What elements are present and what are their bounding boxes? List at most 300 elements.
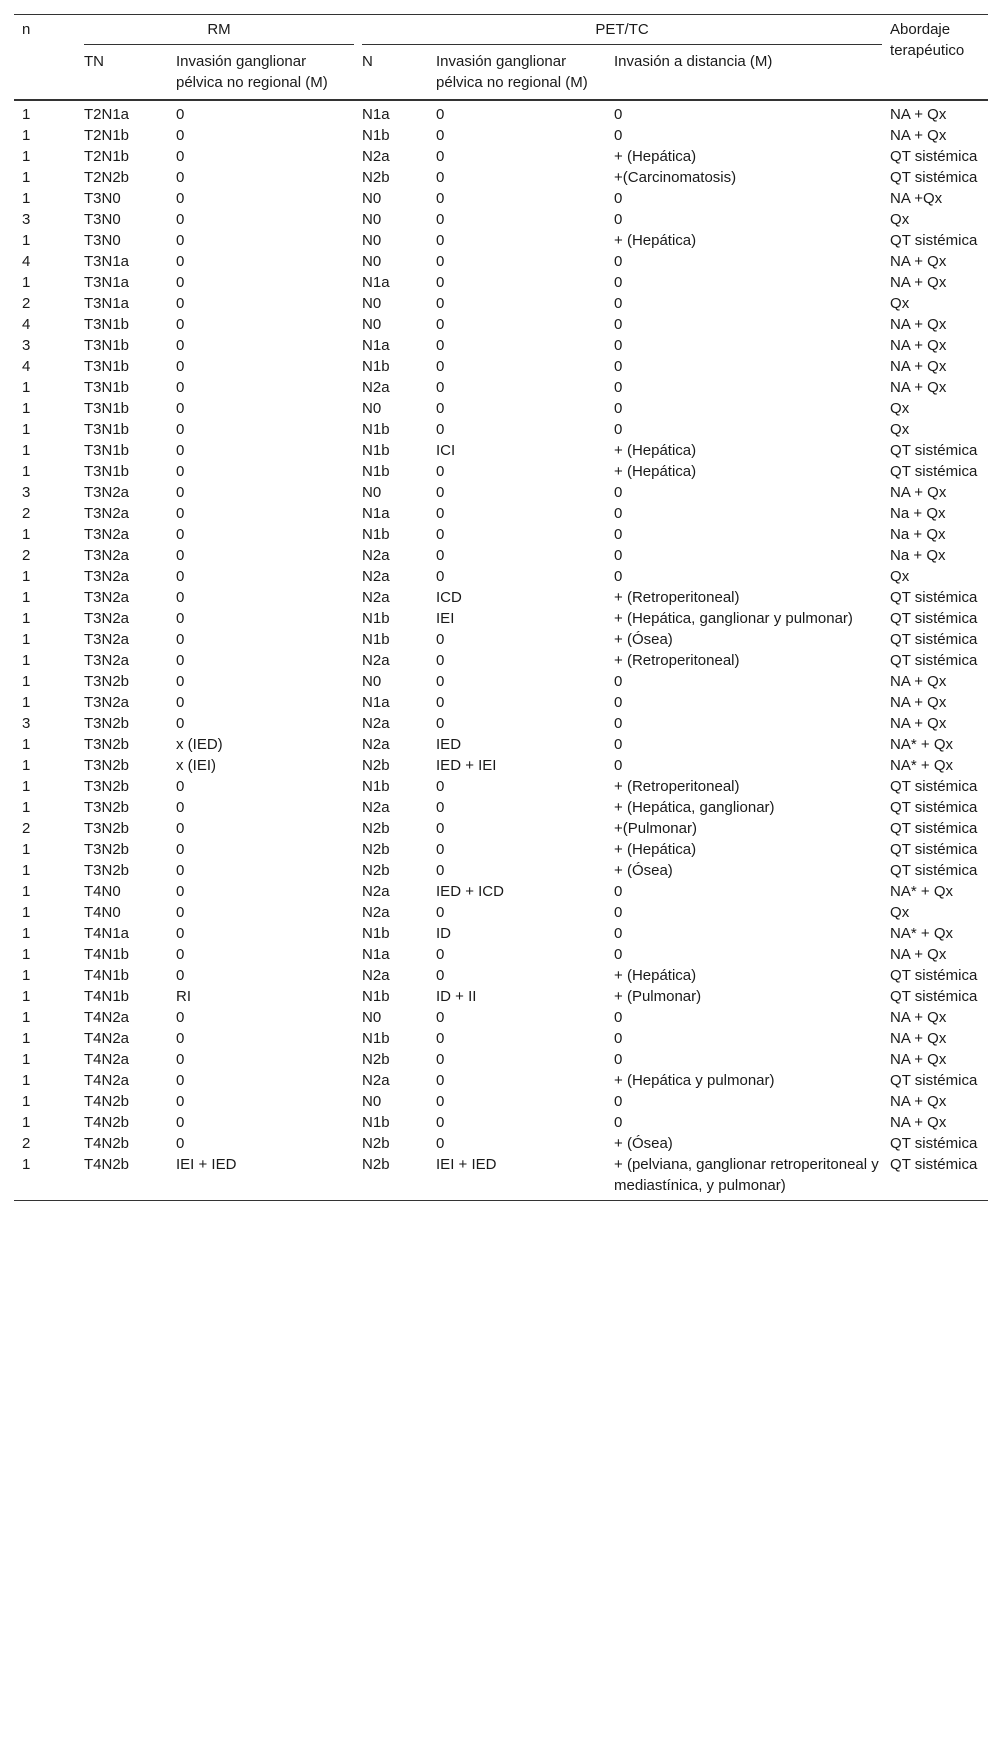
cell-n-stage: N2a	[362, 883, 390, 900]
cell-pet-invasion: 0	[436, 694, 445, 711]
cell-distancia: + (Hepática)	[614, 442, 697, 459]
cell-tn: T4N2b	[84, 1156, 130, 1173]
cell-n: 1	[22, 1030, 31, 1047]
cell-n-stage: N2a	[362, 568, 390, 585]
cell-distancia: + (Hepática, ganglionar y pulmonar)	[614, 610, 853, 627]
cell-rm-invasion: 0	[176, 526, 185, 543]
cell-distancia: + (Retroperitoneal)	[614, 652, 740, 669]
cell-n: 1	[22, 190, 31, 207]
cell-n-stage: N0	[362, 673, 382, 690]
cell-abordaje: QT sistémica	[890, 169, 978, 186]
table-row	[14, 797, 988, 818]
cell-n: 1	[22, 463, 31, 480]
header-pet-invasion: Invasión ganglionar pélvica no regional (M)	[436, 53, 588, 91]
cell-rm-invasion: 0	[176, 106, 185, 123]
cell-n-stage: N2a	[362, 547, 390, 564]
cell-n-stage: N2a	[362, 715, 390, 732]
cell-distancia: 0	[614, 1114, 623, 1131]
cell-tn: T3N0	[84, 211, 121, 228]
cell-n: 1	[22, 568, 31, 585]
table-row	[14, 755, 988, 776]
cell-pet-invasion: 0	[436, 505, 445, 522]
cell-tn: T3N1b	[84, 442, 130, 459]
cell-n: 2	[22, 820, 31, 837]
cell-n-stage: N1b	[362, 1030, 390, 1047]
cell-tn: T2N2b	[84, 169, 130, 186]
cell-n: 1	[22, 1114, 31, 1131]
cell-tn: T4N1b	[84, 967, 130, 984]
cell-pet-invasion: 0	[436, 526, 445, 543]
cell-n: 1	[22, 169, 31, 186]
cell-pet-invasion: 0	[436, 547, 445, 564]
cell-pet-invasion: 0	[436, 1093, 445, 1110]
cell-distancia: + (Ósea)	[614, 1135, 673, 1152]
cell-n-stage: N1a	[362, 694, 390, 711]
cell-abordaje: NA + Qx	[890, 106, 947, 123]
cell-rm-invasion: 0	[176, 484, 185, 501]
cell-pet-invasion: 0	[436, 568, 445, 585]
cell-pet-invasion: 0	[436, 106, 445, 123]
cell-abordaje: Qx	[890, 568, 910, 585]
table-header	[14, 15, 988, 101]
cell-tn: T3N1b	[84, 400, 130, 417]
header-abordaje: Abordaje terapéutico	[890, 21, 965, 59]
cell-pet-invasion: 0	[436, 862, 445, 879]
cell-n: 2	[22, 1135, 31, 1152]
cell-pet-invasion: 0	[436, 400, 445, 417]
cell-pet-invasion: 0	[436, 778, 445, 795]
cell-distancia: + (Hepática)	[614, 841, 697, 858]
cell-rm-invasion: 0	[176, 463, 185, 480]
table-row	[14, 776, 988, 797]
cell-n: 1	[22, 967, 31, 984]
cell-tn: T3N2b	[84, 715, 130, 732]
cell-rm-invasion: 0	[176, 1030, 185, 1047]
cell-n-stage: N1a	[362, 946, 390, 963]
table-row	[14, 272, 988, 293]
table-row	[14, 293, 988, 314]
cell-abordaje: QT sistémica	[890, 631, 978, 648]
cell-abordaje: QT sistémica	[890, 799, 978, 816]
table-row	[14, 881, 988, 902]
table-container	[14, 14, 988, 1201]
cell-tn: T3N0	[84, 232, 121, 249]
table-row	[14, 839, 988, 860]
cell-abordaje: Qx	[890, 904, 910, 921]
table-body	[14, 100, 988, 1201]
cell-n-stage: N0	[362, 295, 382, 312]
cell-pet-invasion: 0	[436, 232, 445, 249]
table-row	[14, 944, 988, 965]
cell-pet-invasion: ICD	[436, 589, 462, 606]
cell-pet-invasion: ID	[436, 925, 452, 942]
cell-abordaje: QT sistémica	[890, 442, 978, 459]
cell-distancia: 0	[614, 547, 623, 564]
cell-abordaje: NA + Qx	[890, 946, 947, 963]
cell-n-stage: N2b	[362, 820, 390, 837]
cell-distancia: 0	[614, 400, 623, 417]
cell-tn: T4N2a	[84, 1051, 130, 1068]
cell-n-stage: N2b	[362, 1135, 390, 1152]
table-row	[14, 545, 988, 566]
cell-abordaje: QT sistémica	[890, 988, 978, 1005]
cell-rm-invasion: 0	[176, 673, 185, 690]
cell-rm-invasion: 0	[176, 421, 185, 438]
cell-pet-invasion: 0	[436, 1114, 445, 1131]
cell-abordaje: NA +Qx	[890, 190, 943, 207]
cell-pet-invasion: IEI + IED	[436, 1156, 497, 1173]
cell-rm-invasion: 0	[176, 568, 185, 585]
cell-rm-invasion: 0	[176, 379, 185, 396]
cell-tn: T3N1b	[84, 463, 130, 480]
cell-n-stage: N1b	[362, 631, 390, 648]
cell-tn: T4N2a	[84, 1030, 130, 1047]
cell-abordaje: QT sistémica	[890, 862, 978, 879]
table-row	[14, 608, 988, 629]
cell-rm-invasion: 0	[176, 925, 185, 942]
cell-n-stage: N0	[362, 232, 382, 249]
cell-abordaje: QT sistémica	[890, 232, 978, 249]
cell-n-stage: N0	[362, 400, 382, 417]
cell-distancia: 0	[614, 715, 623, 732]
cell-pet-invasion: 0	[436, 463, 445, 480]
cell-n-stage: N2b	[362, 169, 390, 186]
cell-pet-invasion: 0	[436, 253, 445, 270]
cell-tn: T4N2b	[84, 1135, 130, 1152]
cell-tn: T3N2b	[84, 757, 130, 774]
table-row	[14, 1154, 988, 1201]
cell-pet-invasion: 0	[436, 841, 445, 858]
cell-tn: T4N2b	[84, 1114, 130, 1131]
cell-abordaje: NA + Qx	[890, 379, 947, 396]
cell-n: 2	[22, 295, 31, 312]
cell-distancia: 0	[614, 421, 623, 438]
cell-rm-invasion: 0	[176, 1072, 185, 1089]
table-row	[14, 356, 988, 377]
cell-distancia: 0	[614, 211, 623, 228]
table-row	[14, 440, 988, 461]
table-row	[14, 1028, 988, 1049]
table-row	[14, 818, 988, 839]
cell-pet-invasion: 0	[436, 274, 445, 291]
table-row	[14, 1133, 988, 1154]
cell-tn: T3N2a	[84, 631, 130, 648]
cell-rm-invasion: 0	[176, 652, 185, 669]
table-row	[14, 461, 988, 482]
cell-n: 1	[22, 610, 31, 627]
cell-pet-invasion: 0	[436, 904, 445, 921]
cell-tn: T3N1b	[84, 337, 130, 354]
cell-abordaje: NA* + Qx	[890, 925, 953, 942]
cell-n: 1	[22, 883, 31, 900]
cell-rm-invasion: 0	[176, 190, 185, 207]
cell-n-stage: N1b	[362, 127, 390, 144]
cell-n: 1	[22, 652, 31, 669]
cell-n: 1	[22, 673, 31, 690]
cell-tn: T3N2b	[84, 862, 130, 879]
cell-n-stage: N0	[362, 316, 382, 333]
cell-distancia: + (Hepática y pulmonar)	[614, 1072, 775, 1089]
cell-pet-invasion: 0	[436, 190, 445, 207]
cell-n-stage: N2b	[362, 841, 390, 858]
table-row	[14, 734, 988, 755]
cell-distancia: 0	[614, 568, 623, 585]
cell-n-stage: N0	[362, 484, 382, 501]
cell-pet-invasion: 0	[436, 652, 445, 669]
cell-rm-invasion: 0	[176, 1135, 185, 1152]
cell-tn: T4N0	[84, 904, 121, 921]
cell-n-stage: N2a	[362, 967, 390, 984]
cell-n: 1	[22, 736, 31, 753]
table-row	[14, 419, 988, 440]
cell-rm-invasion: 0	[176, 1093, 185, 1110]
cell-abordaje: QT sistémica	[890, 589, 978, 606]
cell-tn: T3N2a	[84, 526, 130, 543]
cell-abordaje: Qx	[890, 295, 910, 312]
cell-distancia: 0	[614, 925, 623, 942]
cell-n-stage: N0	[362, 1093, 382, 1110]
cell-n-stage: N1b	[362, 463, 390, 480]
cell-rm-invasion: 0	[176, 337, 185, 354]
table-row	[14, 902, 988, 923]
cell-pet-invasion: 0	[436, 715, 445, 732]
table-row	[14, 566, 988, 587]
cell-n: 1	[22, 925, 31, 942]
cell-distancia: 0	[614, 904, 623, 921]
cell-pet-invasion: IED + IEI	[436, 757, 497, 774]
cell-pet-invasion: 0	[436, 421, 445, 438]
cell-pet-invasion: 0	[436, 127, 445, 144]
cell-n-stage: N1a	[362, 274, 390, 291]
cell-n-stage: N0	[362, 1009, 382, 1026]
cell-n: 4	[22, 358, 31, 375]
table-row	[14, 482, 988, 503]
cell-n: 1	[22, 400, 31, 417]
cell-distancia: + (Hepática, ganglionar)	[614, 799, 775, 816]
cell-abordaje: QT sistémica	[890, 463, 978, 480]
cell-distancia: 0	[614, 883, 623, 900]
cell-rm-invasion: x (IEI)	[176, 757, 216, 774]
cell-tn: T3N2a	[84, 652, 130, 669]
cell-n: 4	[22, 316, 31, 333]
table-row	[14, 965, 988, 986]
cell-abordaje: NA + Qx	[890, 715, 947, 732]
cell-abordaje: Na + Qx	[890, 547, 946, 564]
cell-n-stage: N1b	[362, 925, 390, 942]
cell-n: 1	[22, 1009, 31, 1026]
table-row	[14, 1091, 988, 1112]
cell-n-stage: N2b	[362, 757, 390, 774]
cell-rm-invasion: 0	[176, 841, 185, 858]
cell-abordaje: Qx	[890, 400, 910, 417]
cell-distancia: 0	[614, 526, 623, 543]
cell-pet-invasion: IED	[436, 736, 462, 753]
cell-abordaje: QT sistémica	[890, 820, 978, 837]
cell-rm-invasion: x (IED)	[176, 736, 223, 753]
cell-distancia: + (Retroperitoneal)	[614, 778, 740, 795]
cell-n-stage: N1b	[362, 526, 390, 543]
cell-rm-invasion: 0	[176, 211, 185, 228]
cell-tn: T3N1a	[84, 295, 130, 312]
cell-tn: T3N2a	[84, 610, 130, 627]
cell-pet-invasion: 0	[436, 316, 445, 333]
table-row	[14, 167, 988, 188]
cell-tn: T3N2b	[84, 820, 130, 837]
cell-n-stage: N0	[362, 190, 382, 207]
cell-pet-invasion: 0	[436, 1135, 445, 1152]
cell-distancia: +(Pulmonar)	[614, 820, 697, 837]
cell-n: 1	[22, 778, 31, 795]
cell-distancia: 0	[614, 127, 623, 144]
table-row	[14, 100, 988, 125]
cell-tn: T2N1b	[84, 148, 130, 165]
cell-pet-invasion: 0	[436, 484, 445, 501]
cell-n: 1	[22, 1093, 31, 1110]
cell-tn: T4N2a	[84, 1009, 130, 1026]
cell-n: 3	[22, 211, 31, 228]
cell-tn: T4N1b	[84, 946, 130, 963]
cell-distancia: + (Hepática)	[614, 148, 697, 165]
cell-distancia: 0	[614, 1093, 623, 1110]
cell-abordaje: NA + Qx	[890, 127, 947, 144]
table-row	[14, 188, 988, 209]
cell-tn: T3N2b	[84, 799, 130, 816]
table-row	[14, 335, 988, 356]
table-row	[14, 398, 988, 419]
cell-n-stage: N1b	[362, 778, 390, 795]
cell-tn: T3N2b	[84, 673, 130, 690]
cell-pet-invasion: 0	[436, 946, 445, 963]
table-row	[14, 209, 988, 230]
cell-pet-invasion: ICI	[436, 442, 456, 459]
cell-n-stage: N2a	[362, 379, 390, 396]
cell-tn: T3N2a	[84, 694, 130, 711]
cell-distancia: 0	[614, 337, 623, 354]
cell-n: 1	[22, 421, 31, 438]
cell-rm-invasion: 0	[176, 820, 185, 837]
cell-abordaje: NA* + Qx	[890, 757, 953, 774]
cell-n: 3	[22, 484, 31, 501]
cell-distancia: 0	[614, 694, 623, 711]
cell-abordaje: Na + Qx	[890, 505, 946, 522]
cell-n: 4	[22, 253, 31, 270]
table-row	[14, 314, 988, 335]
cell-distancia: 0	[614, 190, 623, 207]
cell-distancia: 0	[614, 379, 623, 396]
cell-tn: T3N1b	[84, 316, 130, 333]
cell-distancia: + (Pulmonar)	[614, 988, 702, 1005]
cell-rm-invasion: 0	[176, 631, 185, 648]
cell-distancia: 0	[614, 106, 623, 123]
cell-n-stage: N1b	[362, 358, 390, 375]
cell-n: 1	[22, 148, 31, 165]
cell-n: 2	[22, 505, 31, 522]
cell-pet-invasion: 0	[436, 1051, 445, 1068]
cell-n-stage: N0	[362, 253, 382, 270]
cell-n-stage: N2a	[362, 799, 390, 816]
cell-abordaje: NA + Qx	[890, 1030, 947, 1047]
cell-n: 1	[22, 694, 31, 711]
header-pet	[354, 15, 882, 46]
cell-abordaje: NA + Qx	[890, 1051, 947, 1068]
cell-n: 2	[22, 547, 31, 564]
cell-rm-invasion: 0	[176, 778, 185, 795]
table-row	[14, 1112, 988, 1133]
cell-abordaje: QT sistémica	[890, 652, 978, 669]
cell-rm-invasion: 0	[176, 505, 185, 522]
cell-distancia: 0	[614, 274, 623, 291]
cell-abordaje: QT sistémica	[890, 148, 978, 165]
cell-n: 1	[22, 841, 31, 858]
cell-rm-invasion: 0	[176, 715, 185, 732]
cell-rm-invasion: 0	[176, 862, 185, 879]
cell-tn: T3N2a	[84, 568, 130, 585]
cell-rm-invasion: 0	[176, 904, 185, 921]
cell-rm-invasion: 0	[176, 610, 185, 627]
cell-n-stage: N2b	[362, 1051, 390, 1068]
cell-tn: T4N0	[84, 883, 121, 900]
header-distancia: Invasión a distancia (M)	[614, 53, 773, 70]
cell-distancia: 0	[614, 505, 623, 522]
cell-tn: T4N2a	[84, 1072, 130, 1089]
header-tn: TN	[84, 53, 104, 70]
cell-abordaje: NA* + Qx	[890, 736, 953, 753]
cell-pet-invasion: IED + ICD	[436, 883, 504, 900]
cell-n: 1	[22, 274, 31, 291]
cell-pet-invasion: 0	[436, 169, 445, 186]
cell-distancia: 0	[614, 736, 623, 753]
cell-tn: T3N1b	[84, 379, 130, 396]
cell-abordaje: QT sistémica	[890, 1156, 978, 1173]
cell-abordaje: NA + Qx	[890, 337, 947, 354]
cell-abordaje: Qx	[890, 421, 910, 438]
cell-n: 1	[22, 1072, 31, 1089]
cell-tn: T3N1b	[84, 421, 130, 438]
cell-rm-invasion: 0	[176, 883, 185, 900]
cell-distancia: 0	[614, 1051, 623, 1068]
cell-n: 1	[22, 127, 31, 144]
cell-rm-invasion: 0	[176, 253, 185, 270]
cell-rm-invasion: 0	[176, 316, 185, 333]
cell-abordaje: NA + Qx	[890, 1114, 947, 1131]
cell-n-stage: N1b	[362, 421, 390, 438]
cell-tn: T2N1b	[84, 127, 130, 144]
cell-n-stage: N2a	[362, 148, 390, 165]
cell-pet-invasion: 0	[436, 148, 445, 165]
cell-tn: T2N1a	[84, 106, 130, 123]
cell-distancia: 0	[614, 1030, 623, 1047]
cell-distancia: + (Ósea)	[614, 862, 673, 879]
cell-abordaje: NA + Qx	[890, 484, 947, 501]
cell-tn: T3N0	[84, 190, 121, 207]
cell-abordaje: Qx	[890, 211, 910, 228]
cell-pet-invasion: 0	[436, 631, 445, 648]
cell-tn: T3N2a	[84, 547, 130, 564]
cell-n: 1	[22, 379, 31, 396]
cell-tn: T3N2a	[84, 589, 130, 606]
cell-rm-invasion: 0	[176, 1114, 185, 1131]
cell-rm-invasion: 0	[176, 358, 185, 375]
cell-n: 1	[22, 862, 31, 879]
cell-n-stage: N1b	[362, 988, 390, 1005]
table-row	[14, 1049, 988, 1070]
cell-n-stage: N1b	[362, 610, 390, 627]
cell-pet-invasion: 0	[436, 295, 445, 312]
cell-tn: T3N2b	[84, 736, 130, 753]
table-row	[14, 251, 988, 272]
cell-rm-invasion: 0	[176, 148, 185, 165]
table-row	[14, 860, 988, 881]
